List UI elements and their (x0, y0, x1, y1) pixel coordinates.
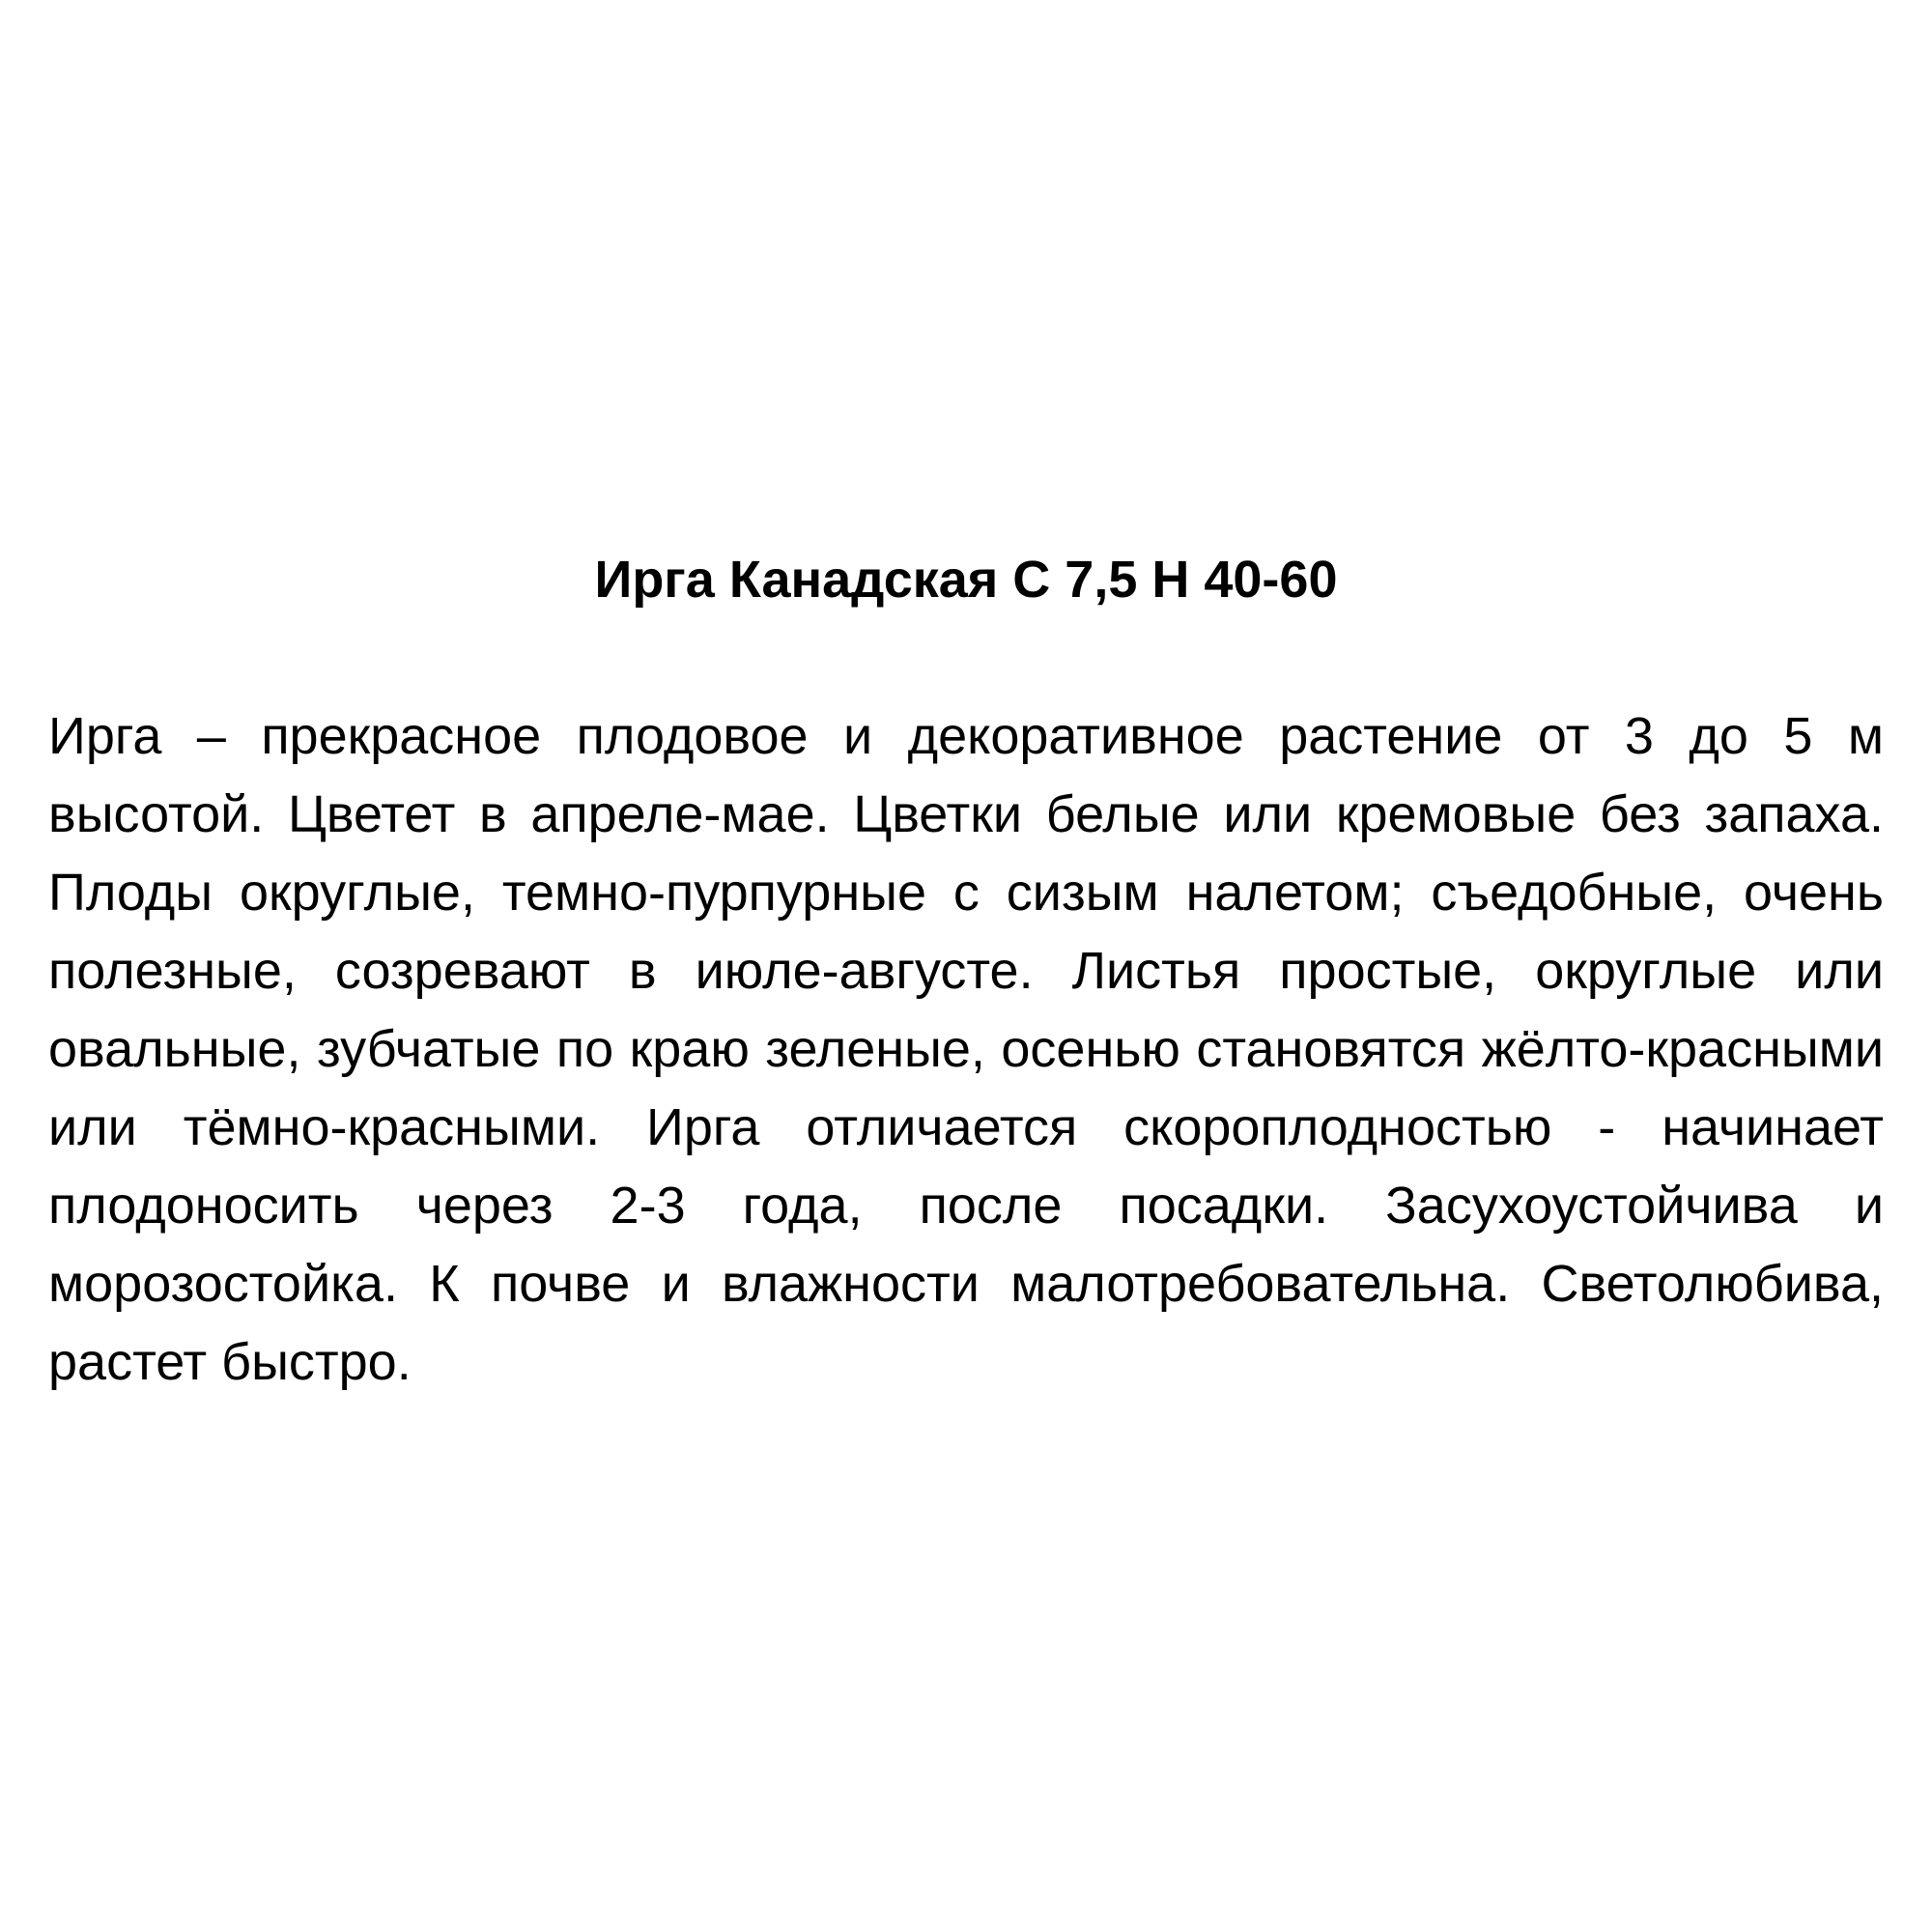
product-title: Ирга Канадская С 7,5 Н 40-60 (594, 551, 1338, 609)
product-description: Ирга – прекрасное плодовое и декоративное растение от 3 до 5 м высотой. Цветет в апреле-мае. Цветки белые или кремовые без запаха. Плоды округлые, темно-пурпурные с сизым налетом; съедобные, очень полезные, созревают в июле-августе. Листья простые, округлые или овальные, зубчатые по краю зеленые, осенью становятся жёлто-красными или тёмно-красными. Ирга отличается скороплодностью - начинает плодоносить через 2-3 года, после посадки. Засухоустойчива и морозостойка. К почве и влажности малотребовательна. Светолюбива, растет быстро. (48, 707, 1884, 1391)
